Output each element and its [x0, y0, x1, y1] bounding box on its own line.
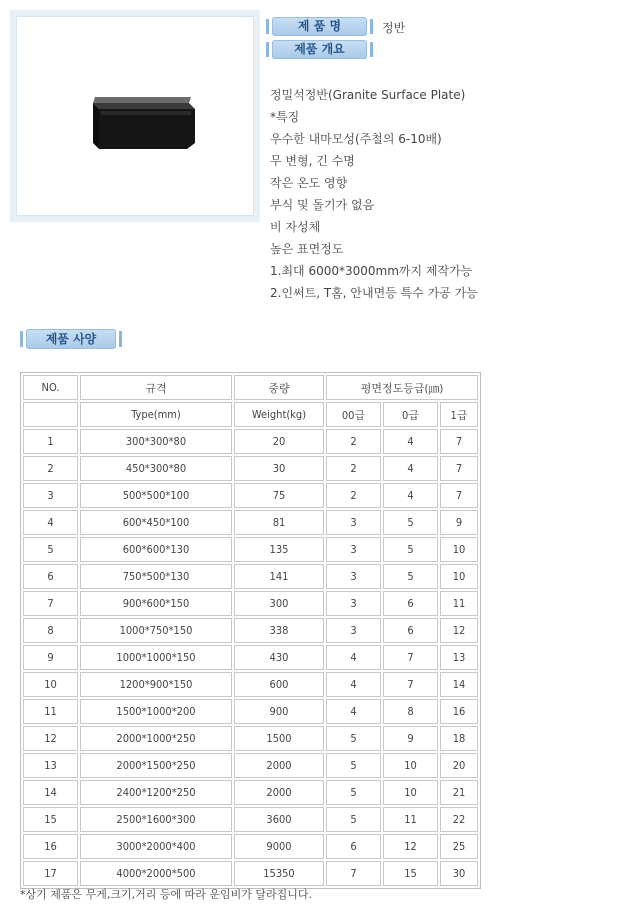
table-row [23, 726, 478, 751]
cell-weight: 430 [234, 645, 324, 670]
cell-grade-00: 5 [326, 780, 381, 805]
cell-no: 6 [23, 564, 78, 589]
cell-no: 15 [23, 807, 78, 832]
table-row [23, 780, 478, 805]
cell-grade-0: 9 [383, 726, 438, 751]
cell-type: 300*300*80 [80, 429, 232, 454]
cell-grade-00: 3 [326, 618, 381, 643]
cell-no: 5 [23, 537, 78, 562]
cell-type: 1200*900*150 [80, 672, 232, 697]
cell-grade-0: 4 [383, 456, 438, 481]
cell-weight: 141 [234, 564, 324, 589]
cell-no: 11 [23, 699, 78, 724]
spec-table [20, 372, 481, 889]
cell-weight: 600 [234, 672, 324, 697]
cell-grade-1: 12 [440, 618, 478, 643]
cell-grade-00: 4 [326, 672, 381, 697]
cell-weight: 300 [234, 591, 324, 616]
cell-weight: 1500 [234, 726, 324, 751]
header-no: NO. [23, 375, 78, 400]
subheader-type: Type(mm) [80, 402, 232, 427]
cell-grade-00: 3 [326, 564, 381, 589]
cell-weight: 9000 [234, 834, 324, 859]
cell-weight: 2000 [234, 753, 324, 778]
cell-grade-0: 4 [383, 429, 438, 454]
cell-weight: 2000 [234, 780, 324, 805]
cell-grade-00: 6 [326, 834, 381, 859]
table-row [23, 807, 478, 832]
cell-type: 2000*1000*250 [80, 726, 232, 751]
overview-line: 2.인써트, T홈, 안내면등 특수 가공 가능 [270, 286, 478, 300]
table-row [23, 672, 478, 697]
product-image-frame [10, 10, 260, 222]
granite-plate-image [93, 97, 195, 149]
cell-grade-1: 7 [440, 483, 478, 508]
cell-weight: 3600 [234, 807, 324, 832]
overview-line: 작은 온도 영향 [270, 176, 348, 190]
cell-grade-0: 5 [383, 510, 438, 535]
cell-no: 4 [23, 510, 78, 535]
overview-line: *특징 [270, 110, 300, 124]
subheader-grade-0: 0급 [383, 402, 438, 427]
cell-no: 14 [23, 780, 78, 805]
cell-type: 600*600*130 [80, 537, 232, 562]
table-row [23, 753, 478, 778]
cell-grade-00: 2 [326, 429, 381, 454]
cell-weight: 338 [234, 618, 324, 643]
cell-grade-0: 7 [383, 672, 438, 697]
table-row [23, 861, 478, 886]
cell-weight: 75 [234, 483, 324, 508]
cell-grade-1: 7 [440, 456, 478, 481]
table-row [23, 483, 478, 508]
table-header-row [23, 375, 478, 400]
cell-grade-1: 10 [440, 564, 478, 589]
cell-type: 450*300*80 [80, 456, 232, 481]
overview-line: 1.최대 6000*3000mm까지 제작가능 [270, 264, 473, 278]
cell-grade-1: 20 [440, 753, 478, 778]
product-name-value: 정반 [382, 21, 406, 35]
cell-no: 3 [23, 483, 78, 508]
overview-line: 정밀석정반(Granite Surface Plate) [270, 88, 466, 102]
cell-grade-00: 5 [326, 753, 381, 778]
cell-grade-0: 4 [383, 483, 438, 508]
cell-grade-0: 6 [383, 591, 438, 616]
cell-type: 1000*1000*150 [80, 645, 232, 670]
subheader-grade-1: 1급 [440, 402, 478, 427]
cell-grade-0: 8 [383, 699, 438, 724]
cell-weight: 135 [234, 537, 324, 562]
cell-type: 900*600*150 [80, 591, 232, 616]
cell-grade-1: 11 [440, 591, 478, 616]
cell-grade-00: 2 [326, 483, 381, 508]
cell-grade-00: 5 [326, 726, 381, 751]
cell-grade-0: 11 [383, 807, 438, 832]
product-overview-label: 제품 개요 [272, 40, 367, 59]
cell-type: 600*450*100 [80, 510, 232, 535]
cell-weight: 30 [234, 456, 324, 481]
product-overview [270, 84, 478, 304]
overview-line: 부식 및 돌기가 없음 [270, 198, 375, 212]
cell-type: 2500*1600*300 [80, 807, 232, 832]
subheader-no [23, 402, 78, 427]
cell-grade-0: 6 [383, 618, 438, 643]
overview-line: 우수한 내마모성(주철의 6-10배) [270, 132, 442, 146]
product-name-label: 제 품 명 [272, 17, 367, 36]
cell-grade-1: 7 [440, 429, 478, 454]
cell-weight: 15350 [234, 861, 324, 886]
header-weight: 중량 [234, 375, 324, 400]
cell-no: 2 [23, 456, 78, 481]
cell-grade-00: 7 [326, 861, 381, 886]
cell-grade-1: 21 [440, 780, 478, 805]
cell-grade-1: 25 [440, 834, 478, 859]
table-row [23, 429, 478, 454]
cell-type: 2400*1200*250 [80, 780, 232, 805]
cell-no: 16 [23, 834, 78, 859]
cell-grade-00: 5 [326, 807, 381, 832]
footnote: *상기 제품은 무게,크기,거리 등에 따라 운임비가 달라집니다. [20, 888, 312, 901]
cell-grade-1: 16 [440, 699, 478, 724]
table-row [23, 591, 478, 616]
cell-type: 1000*750*150 [80, 618, 232, 643]
table-subheader-row [23, 402, 478, 427]
cell-no: 9 [23, 645, 78, 670]
table-row [23, 618, 478, 643]
table-row [23, 645, 478, 670]
table-row [23, 456, 478, 481]
cell-grade-00: 3 [326, 510, 381, 535]
overview-line: 무 변형, 긴 수명 [270, 154, 355, 168]
cell-no: 10 [23, 672, 78, 697]
cell-grade-0: 10 [383, 753, 438, 778]
cell-no: 17 [23, 861, 78, 886]
cell-grade-0: 15 [383, 861, 438, 886]
cell-type: 3000*2000*400 [80, 834, 232, 859]
cell-grade-00: 4 [326, 645, 381, 670]
overview-line: 높은 표면정도 [270, 242, 344, 256]
cell-grade-1: 13 [440, 645, 478, 670]
cell-grade-1: 30 [440, 861, 478, 886]
subheader-grade-00: 00급 [326, 402, 381, 427]
cell-type: 500*500*100 [80, 483, 232, 508]
cell-weight: 900 [234, 699, 324, 724]
product-image [16, 16, 254, 216]
cell-type: 4000*2000*500 [80, 861, 232, 886]
cell-type: 750*500*130 [80, 564, 232, 589]
header-type: 규격 [80, 375, 232, 400]
cell-weight: 81 [234, 510, 324, 535]
cell-grade-0: 12 [383, 834, 438, 859]
cell-grade-1: 18 [440, 726, 478, 751]
cell-no: 13 [23, 753, 78, 778]
cell-grade-00: 4 [326, 699, 381, 724]
cell-grade-0: 5 [383, 537, 438, 562]
cell-type: 1500*1000*200 [80, 699, 232, 724]
spec-section-label: 제품 사양 [26, 329, 116, 349]
table-row [23, 834, 478, 859]
cell-grade-1: 9 [440, 510, 478, 535]
cell-grade-1: 10 [440, 537, 478, 562]
subheader-weight: Weight(kg) [234, 402, 324, 427]
cell-grade-1: 22 [440, 807, 478, 832]
table-row [23, 564, 478, 589]
table-row [23, 537, 478, 562]
cell-weight: 20 [234, 429, 324, 454]
cell-grade-1: 14 [440, 672, 478, 697]
cell-grade-0: 7 [383, 645, 438, 670]
table-row [23, 510, 478, 535]
cell-no: 7 [23, 591, 78, 616]
cell-grade-00: 3 [326, 591, 381, 616]
cell-type: 2000*1500*250 [80, 753, 232, 778]
cell-grade-0: 10 [383, 780, 438, 805]
cell-no: 1 [23, 429, 78, 454]
cell-no: 8 [23, 618, 78, 643]
cell-grade-00: 2 [326, 456, 381, 481]
table-row [23, 699, 478, 724]
cell-no: 12 [23, 726, 78, 751]
cell-grade-00: 3 [326, 537, 381, 562]
overview-line: 비 자성체 [270, 220, 321, 234]
header-flatness-grade: 평면정도등급(㎛) [326, 375, 478, 400]
cell-grade-0: 5 [383, 564, 438, 589]
